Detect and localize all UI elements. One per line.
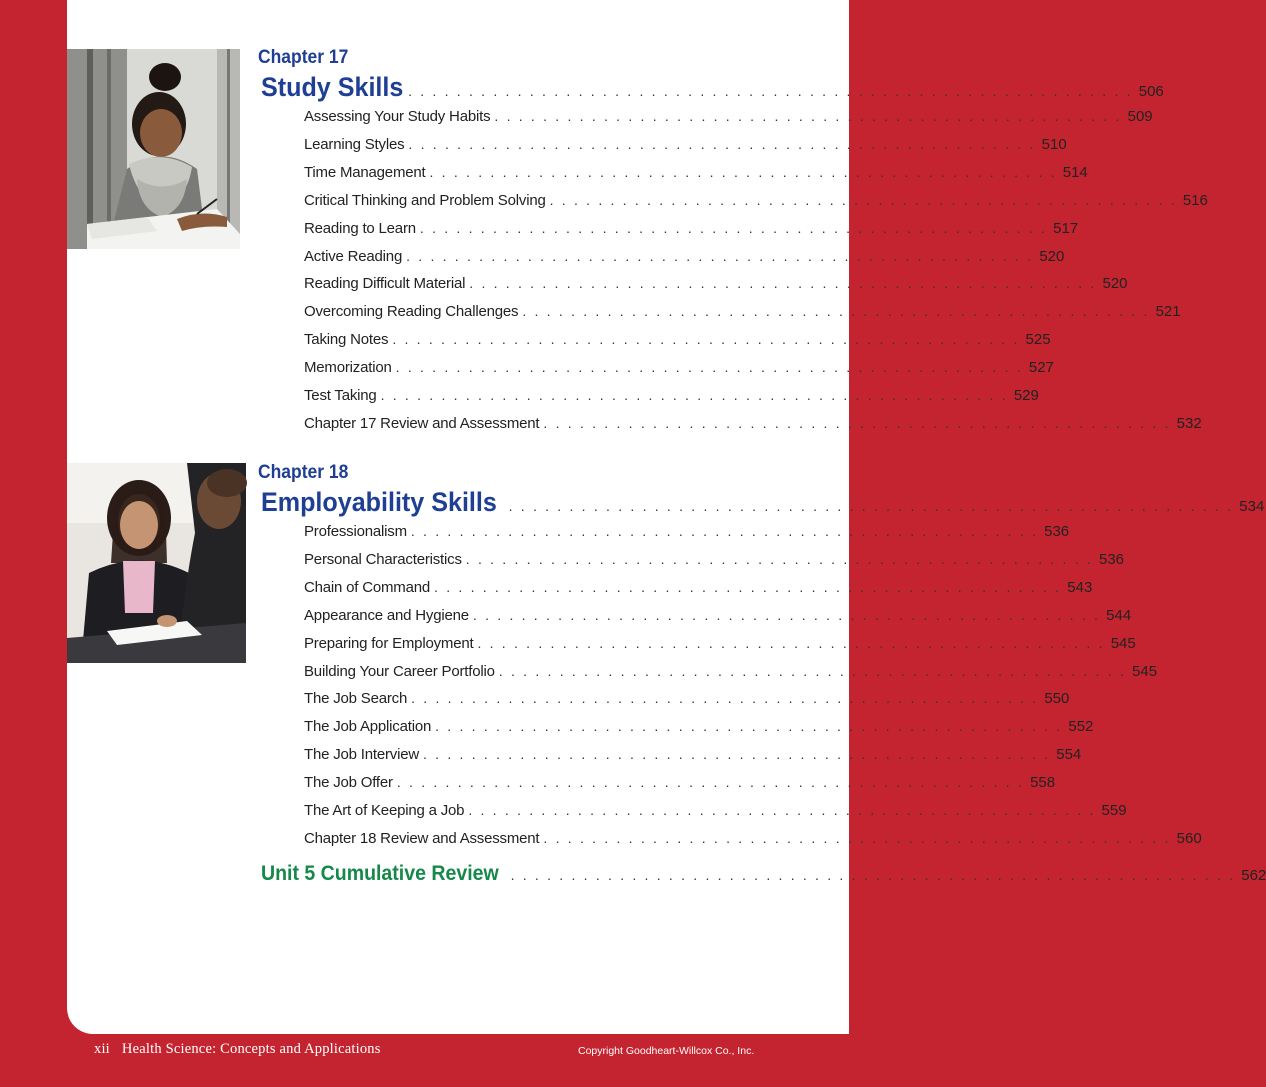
toc-section-entry[interactable] [304,108,1153,130]
toc-section-entry[interactable] [304,746,1082,768]
leader-dots: . . . . . . . . . . . . . . . . . . . . . . . . . . . . . . . . . . . . . . . . . . . . . . . . . . . . [469,275,1097,292]
section-title: Chain of Command [304,578,431,596]
section-page: 520 [1039,247,1065,265]
unit-review-entry[interactable] [261,862,1266,890]
section-title: Reading to Learn [304,219,416,237]
leader-dots: . . . . . . . . . . . . . . . . . . . . . . . . . . . . . . . . . . . . . . . . . . . . . . . . . . . . [468,802,1096,818]
toc-section-entry[interactable] [304,387,1039,409]
footer-book-info [94,1041,381,1058]
section-page: 536 [1099,550,1125,568]
section-title: Appearance and Hygiene [304,606,469,624]
section-page: 558 [1030,774,1056,792]
section-title: The Job Application [304,718,432,736]
section-page: 560 [1176,829,1202,847]
footer-copyright: Copyright Goodheart-Willcox Co., Inc. [578,1045,755,1057]
leader-dots: . . . . . . . . . . . . . . . . . . . . . . . . . . . . . . . . . . . . . . . . . . . . . . . . . . . . [396,774,1025,791]
leader-dots: . . . . . . . . . . . . . . . . . . . . . . . . . . . . . . . . . . . . . . . . . . . . . . . . . . . . [411,690,1039,707]
section-title: Time Management [304,163,426,181]
toc-section-entry[interactable] [304,331,1051,353]
section-page: 536 [1044,523,1070,540]
leader-dots: . . . . . . . . . . . . . . . . . . . . . . . . . . . . . . . . . . . . . . . . . . . . . . . . . . . . . . . . . . . . [510,867,1236,883]
section-page: 543 [1067,578,1093,596]
section-title: Reading Difficult Material [304,275,466,293]
section-page: 525 [1025,331,1051,349]
toc-section-entry[interactable] [304,303,1181,325]
section-title: The Art of Keeping a Job [304,802,465,819]
leader-dots: . . . . . . . . . . . . . . . . . . . . . . . . . . . . . . . . . . . . . . . . . . . . . . . . . . . . [549,191,1177,208]
toc-section-entry[interactable] [304,359,1054,381]
toc-section-entry[interactable] [304,634,1136,657]
section-page: 552 [1068,718,1094,736]
section-page: 550 [1044,690,1070,708]
section-title: Personal Characteristics [304,550,462,568]
section-title: The Job Search [304,690,408,708]
leader-dots: . . . . . . . . . . . . . . . . . . . . . . . . . . . . . . . . . . . . . . . . . . . . . . . . . . . . . . . . . . . . [408,83,1133,99]
toc-section-entry[interactable] [304,191,1208,214]
leader-dots: . . . . . . . . . . . . . . . . . . . . . . . . . . . . . . . . . . . . . . . . . . . . . . . . . . . . [408,135,1036,152]
leader-dots: . . . . . . . . . . . . . . . . . . . . . . . . . . . . . . . . . . . . . . . . . . . . . . . . . . . . [477,634,1105,651]
section-page: 544 [1106,606,1132,624]
unit-review-title: Unit 5 Cumulative Review [261,862,499,885]
section-title: Professionalism [304,523,407,540]
chapter-18-title-entry[interactable] [261,487,1265,521]
toc-section-entry[interactable] [304,135,1067,158]
section-title: Taking Notes [304,331,389,349]
toc-section-entry[interactable] [304,247,1065,270]
unit-review-page: 562 [1241,867,1266,884]
toc-section-entry[interactable] [304,829,1202,852]
leader-dots: . . . . . . . . . . . . . . . . . . . . . . . . . . . . . . . . . . . . . . . . . . . . . . . . . . . . [410,523,1039,539]
leader-dots: . . . . . . . . . . . . . . . . . . . . . . . . . . . . . . . . . . . . . . . . . . . . . . . . . . . . [395,359,1023,376]
toc-section-entry[interactable] [304,523,1070,545]
leader-dots: . . . . . . . . . . . . . . . . . . . . . . . . . . . . . . . . . . . . . . . . . . . . . . . . . . . . [429,163,1057,180]
toc-section-entry[interactable] [304,414,1202,437]
chapter-17-page: 506 [1138,83,1164,100]
chapter-17-label: Chapter 17 [258,47,349,68]
section-page: 527 [1028,359,1054,377]
leader-dots: . . . . . . . . . . . . . . . . . . . . . . . . . . . . . . . . . . . . . . . . . . . . . . . . . . . . [380,387,1008,403]
section-title: Active Reading [304,247,403,265]
toc-section-entry[interactable] [304,718,1094,740]
section-page: 520 [1102,275,1128,293]
section-title: Learning Styles [304,135,405,153]
section-title: Critical Thinking and Problem Solving [304,191,546,209]
section-page: 554 [1056,746,1082,764]
toc-section-entry[interactable] [304,774,1056,796]
student-studying-photo [67,49,240,249]
leader-dots: . . . . . . . . . . . . . . . . . . . . . . . . . . . . . . . . . . . . . . . . . . . . . . . . . . . . [392,331,1020,348]
leader-dots: . . . . . . . . . . . . . . . . . . . . . . . . . . . . . . . . . . . . . . . . . . . . . . . . . . . . [472,606,1101,623]
section-page: 545 [1110,634,1136,652]
leader-dots: . . . . . . . . . . . . . . . . . . . . . . . . . . . . . . . . . . . . . . . . . . . . . . . . . . . . [419,219,1048,236]
toc-section-entry[interactable] [304,163,1088,186]
section-page: 516 [1182,191,1208,209]
chapter-18-title: Employability Skills [261,487,497,517]
section-title: The Job Interview [304,746,419,764]
section-page: 509 [1127,108,1153,125]
toc-section-entry[interactable] [304,550,1125,573]
section-page: 529 [1013,387,1039,404]
toc-section-entry[interactable] [304,802,1127,824]
section-page: 545 [1132,662,1158,680]
leader-dots: . . . . . . . . . . . . . . . . . . . . . . . . . . . . . . . . . . . . . . . . . . . . . . . . . . . . [543,414,1171,431]
leader-dots: . . . . . . . . . . . . . . . . . . . . . . . . . . . . . . . . . . . . . . . . . . . . . . . . . . . . [494,108,1122,124]
toc-section-entry[interactable] [304,662,1158,685]
section-title: Assessing Your Study Habits [304,108,491,125]
leader-dots: . . . . . . . . . . . . . . . . . . . . . . . . . . . . . . . . . . . . . . . . . . . . . . . . . . . . [465,550,1093,567]
section-page: 532 [1176,414,1202,432]
footer-book-title: Health Science: Concepts and Applications [121,1041,381,1057]
section-page: 510 [1041,135,1067,153]
section-title: Overcoming Reading Challenges [304,303,519,321]
chapter-17-title-entry[interactable] [261,72,1164,106]
chapter-18-label: Chapter 18 [258,462,349,483]
toc-section-entry[interactable] [304,275,1128,297]
section-page: 521 [1155,303,1181,321]
toc-section-entry[interactable] [304,578,1093,601]
job-interview-photo [67,463,246,663]
section-page: 514 [1062,163,1088,181]
leader-dots: . . . . . . . . . . . . . . . . . . . . . . . . . . . . . . . . . . . . . . . . . . . . . . . . . . . . [522,303,1150,320]
leader-dots: . . . . . . . . . . . . . . . . . . . . . . . . . . . . . . . . . . . . . . . . . . . . . . . . . . . . [498,662,1127,679]
leader-dots: . . . . . . . . . . . . . . . . . . . . . . . . . . . . . . . . . . . . . . . . . . . . . . . . . . . . [406,247,1034,264]
chapter-18-page: 534 [1239,498,1265,515]
section-page: 517 [1053,219,1079,237]
leader-dots: . . . . . . . . . . . . . . . . . . . . . . . . . . . . . . . . . . . . . . . . . . . . . . . . . . . . [423,746,1051,763]
section-title: Chapter 17 Review and Assessment [304,414,540,432]
toc-section-entry[interactable] [304,606,1132,629]
toc-section-entry[interactable] [304,219,1079,242]
leader-dots: . . . . . . . . . . . . . . . . . . . . . . . . . . . . . . . . . . . . . . . . . . . . . . . . . . . . [543,829,1171,846]
section-title: Building Your Career Portfolio [304,662,495,680]
section-title: Chapter 18 Review and Assessment [304,829,540,847]
section-title: Preparing for Employment [304,634,474,652]
section-title: Memorization [304,359,392,377]
leader-dots: . . . . . . . . . . . . . . . . . . . . . . . . . . . . . . . . . . . . . . . . . . . . . . . . . . . . . . . . . . . . [508,498,1234,514]
footer-page-number: xii [94,1041,110,1057]
section-page: 559 [1101,802,1127,819]
section-title: The Job Offer [304,774,393,792]
leader-dots: . . . . . . . . . . . . . . . . . . . . . . . . . . . . . . . . . . . . . . . . . . . . . . . . . . . . [434,578,1062,595]
chapter-17-title: Study Skills [261,72,404,102]
section-title: Test Taking [304,387,377,404]
leader-dots: . . . . . . . . . . . . . . . . . . . . . . . . . . . . . . . . . . . . . . . . . . . . . . . . . . . . [435,718,1063,735]
toc-section-entry[interactable] [304,690,1070,712]
